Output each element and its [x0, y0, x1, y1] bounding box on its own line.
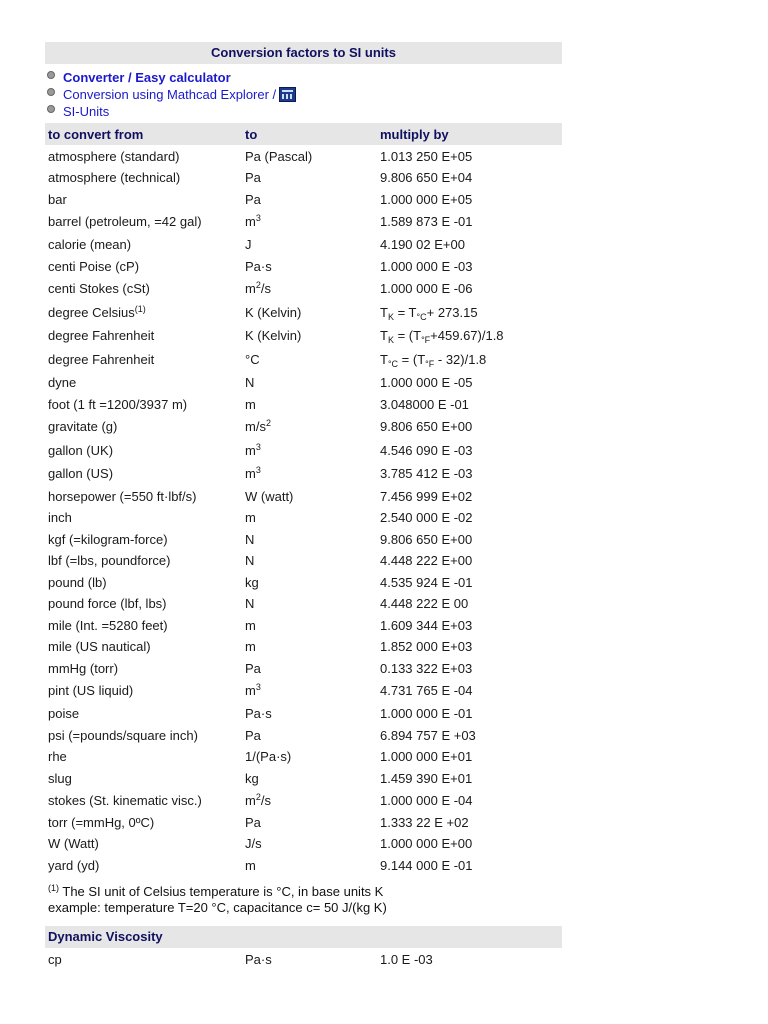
- cell-factor: 1.333 22 E +02: [380, 814, 469, 830]
- cell-from: calorie (mean): [48, 236, 132, 252]
- cell-to: °C: [245, 351, 260, 367]
- cell-to: N: [245, 531, 255, 547]
- table-row: [45, 724, 562, 746]
- table-row: [45, 854, 562, 877]
- table-row: [45, 210, 562, 233]
- cell-to: Pa·s: [245, 951, 272, 967]
- cell-from: centi Stokes (cSt): [48, 281, 150, 296]
- cell-factor: 3.785 412 E -03: [380, 466, 473, 481]
- cell-to: $m^3$: [245, 465, 261, 481]
- link-item: [45, 86, 562, 103]
- cell-factor: 1.000 000 E+01: [380, 749, 473, 764]
- cell-to: N: [245, 596, 255, 611]
- link-text[interactable]: Converter / Easy calculator: [63, 70, 231, 85]
- cell-factor: 4.731 765 E -04: [380, 683, 473, 698]
- table-row: [45, 167, 562, 188]
- cell-factor: 9.806 650 E+00: [380, 531, 473, 547]
- cell-factor: 3.048000 E -01: [380, 396, 469, 412]
- cell-from: poise: [48, 705, 80, 721]
- cell-from: gallon (UK): [48, 442, 114, 458]
- table-row: [45, 462, 562, 485]
- cell-factor: 7.456 999 E+02: [380, 488, 473, 504]
- table-row: [45, 702, 562, 724]
- cell-from: atmosphere (technical): [48, 170, 181, 185]
- table-header: [45, 123, 562, 145]
- cell-to: K (Kelvin): [245, 328, 302, 343]
- cell-from: psi (=pounds/square inch): [48, 727, 198, 743]
- cell-factor: $T_K = T_{^\circ C}+ 273.15$: [380, 304, 478, 322]
- cell-to: Pa: [245, 727, 261, 743]
- cell-to: N: [245, 374, 255, 390]
- cell-from: mmHg (torr): [48, 660, 119, 676]
- cell-to: $m^3$: [245, 213, 261, 229]
- table-row: [45, 593, 562, 614]
- cell-from: pound (lb): [48, 574, 107, 590]
- header-from: to convert from: [48, 126, 144, 142]
- cell-to: $m^2/s$: [245, 791, 271, 808]
- cell-from: degree Fahrenheit: [48, 351, 155, 367]
- cell-factor: 6.894 757 E +03: [380, 727, 476, 743]
- cell-to: m: [245, 396, 256, 412]
- cell-from: atmosphere (standard): [48, 148, 180, 164]
- cell-to: J: [245, 236, 252, 252]
- cell-to: m: [245, 858, 256, 873]
- table-row: [45, 393, 562, 415]
- cell-from: yard (yd): [48, 858, 100, 873]
- cell-factor: 9.806 650 E+00: [380, 419, 473, 434]
- table-row: [45, 255, 562, 277]
- cell-to: Pa: [245, 660, 261, 676]
- table-row: [45, 948, 562, 970]
- cell-to: Pa (Pascal): [245, 148, 313, 164]
- cell-from: lbf (=lbs, poundforce): [48, 553, 171, 568]
- bullet-icon: [47, 105, 55, 113]
- cell-factor: 1.0 E -03: [380, 951, 433, 967]
- table-row: [45, 657, 562, 679]
- cell-factor: 1.000 000 E -06: [380, 281, 473, 296]
- cell-factor: 1.000 000 E+05: [380, 191, 473, 207]
- cell-to: Pa·s: [245, 258, 272, 274]
- cell-from: pint (US liquid): [48, 683, 134, 698]
- link-item: [45, 69, 562, 86]
- cell-to: Pa: [245, 170, 261, 185]
- footnote-line-2: example: temperature T=20 °C, capacitance c= 50 J/(kg K): [48, 900, 387, 915]
- cell-factor: 4.535 924 E -01: [380, 574, 473, 590]
- table-row: [45, 571, 562, 593]
- cell-to: Pa: [245, 814, 261, 830]
- cell-from: torr (=mmHg, 0ºC): [48, 814, 155, 830]
- cell-from: degree Celsius$^{(1)}$: [48, 303, 146, 320]
- conversion-page: [45, 42, 562, 970]
- cell-to: $m/s^2$: [245, 418, 271, 434]
- conversion-table: [45, 145, 562, 877]
- link-list: [45, 64, 562, 120]
- table-row: [45, 233, 562, 255]
- viscosity-table: [45, 948, 562, 970]
- cell-from: rhe: [48, 749, 67, 764]
- table-row: [45, 833, 562, 854]
- cell-factor: 9.806 650 E+04: [380, 170, 473, 185]
- header-factor: multiply by: [380, 126, 449, 142]
- table-row: [45, 415, 562, 438]
- cell-to: K (Kelvin): [245, 304, 302, 320]
- cell-factor: 4.448 222 E 00: [380, 596, 469, 611]
- cell-to: $m^3$: [245, 682, 261, 698]
- table-row: [45, 300, 562, 324]
- cell-from: W (Watt): [48, 836, 99, 851]
- table-row: [45, 485, 562, 507]
- cell-factor: 4.190 02 E+00: [380, 236, 465, 252]
- cell-to: $m^3$: [245, 441, 261, 458]
- link-item: [45, 103, 562, 120]
- cell-to: Pa: [245, 191, 261, 207]
- table-row: [45, 767, 562, 789]
- bullet-icon: [47, 88, 55, 96]
- cell-factor: 1.459 390 E+01: [380, 770, 473, 786]
- cell-from: pound force (lbf, lbs): [48, 596, 167, 611]
- table-row: [45, 371, 562, 393]
- cell-factor: 2.540 000 E -02: [380, 510, 473, 525]
- table-row: [45, 188, 562, 210]
- cell-factor: $T_K = (T_{^\circ F}+459.67)/1.8$: [380, 328, 504, 345]
- mathcad-calculator-icon[interactable]: [279, 87, 296, 102]
- cell-from: bar: [48, 191, 67, 207]
- cell-factor: 1.013 250 E+05: [380, 148, 473, 164]
- table-row: [45, 438, 562, 462]
- cell-factor: 1.589 873 E -01: [380, 214, 473, 229]
- cell-factor: 4.546 090 E -03: [380, 442, 473, 458]
- cell-factor: 9.144 000 E -01: [380, 858, 473, 873]
- cell-factor: 4.448 222 E+00: [380, 553, 473, 568]
- cell-from: gallon (US): [48, 466, 114, 481]
- cell-from: cp: [48, 951, 62, 967]
- table-row: [45, 507, 562, 528]
- cell-to: 1/(Pa·s): [245, 749, 292, 764]
- cell-factor: 1.852 000 E+03: [380, 639, 473, 654]
- cell-from: barrel (petroleum, =42 gal): [48, 214, 202, 229]
- cell-to: kg: [245, 770, 259, 786]
- table-row: [45, 811, 562, 833]
- cell-to: m: [245, 510, 256, 525]
- section-title-dynamic-viscosity: Dynamic Viscosity: [45, 926, 562, 948]
- table-row: [45, 679, 562, 702]
- cell-from: gravitate (g): [48, 419, 118, 434]
- cell-from: kgf (=kilogram-force): [48, 531, 168, 547]
- table-row: [45, 277, 562, 300]
- cell-from: stokes (St. kinematic visc.): [48, 792, 202, 808]
- cell-from: dyne: [48, 374, 77, 390]
- cell-from: horsepower (=550 ft·lbf/s): [48, 488, 197, 504]
- table-row: [45, 636, 562, 657]
- page-title: Conversion factors to SI units: [45, 42, 562, 64]
- table-row: [45, 324, 562, 347]
- cell-from: foot (1 ft =1200/3937 m): [48, 396, 188, 412]
- table-row: [45, 528, 562, 550]
- cell-to: Pa·s: [245, 705, 272, 721]
- cell-to: N: [245, 553, 255, 568]
- cell-to: kg: [245, 574, 259, 590]
- cell-from: mile (US nautical): [48, 639, 151, 654]
- cell-from: centi Poise (cP): [48, 258, 140, 274]
- cell-factor: 1.000 000 E -04: [380, 792, 473, 808]
- cell-factor: 1.000 000 E -05: [380, 374, 473, 390]
- table-row: [45, 789, 562, 811]
- cell-to: $m^2/s$: [245, 280, 271, 296]
- cell-to: W (watt): [245, 488, 294, 504]
- cell-from: degree Fahrenheit: [48, 328, 155, 343]
- table-row: [45, 746, 562, 767]
- cell-factor: 1.000 000 E -01: [380, 705, 473, 721]
- cell-factor: $T_{^\circ C} = (T_{^\circ F} - 32)/1.8$: [380, 351, 487, 369]
- footnote: [45, 884, 562, 916]
- table-row: [45, 550, 562, 571]
- cell-to: J/s: [245, 836, 262, 851]
- table-row: [45, 145, 562, 167]
- table-row: [45, 347, 562, 371]
- bullet-icon: [47, 71, 55, 79]
- footnote-line-1: $^{(1)}$ The SI unit of Celsius temperature is °C, in base units K: [48, 883, 384, 899]
- cell-to: m: [245, 617, 256, 633]
- cell-to: m: [245, 639, 256, 654]
- cell-factor: 1.609 344 E+03: [380, 617, 473, 633]
- link-text[interactable]: SI-Units: [63, 104, 110, 119]
- cell-from: mile (Int. =5280 feet): [48, 617, 168, 633]
- cell-factor: 1.000 000 E+00: [380, 836, 473, 851]
- cell-from: inch: [48, 510, 72, 525]
- table-row: [45, 614, 562, 636]
- cell-factor: 0.133 322 E+03: [380, 660, 473, 676]
- cell-factor: 1.000 000 E -03: [380, 258, 473, 274]
- cell-from: slug: [48, 770, 72, 786]
- header-to: to: [245, 126, 258, 142]
- link-text[interactable]: Conversion using Mathcad Explorer /: [63, 87, 277, 102]
